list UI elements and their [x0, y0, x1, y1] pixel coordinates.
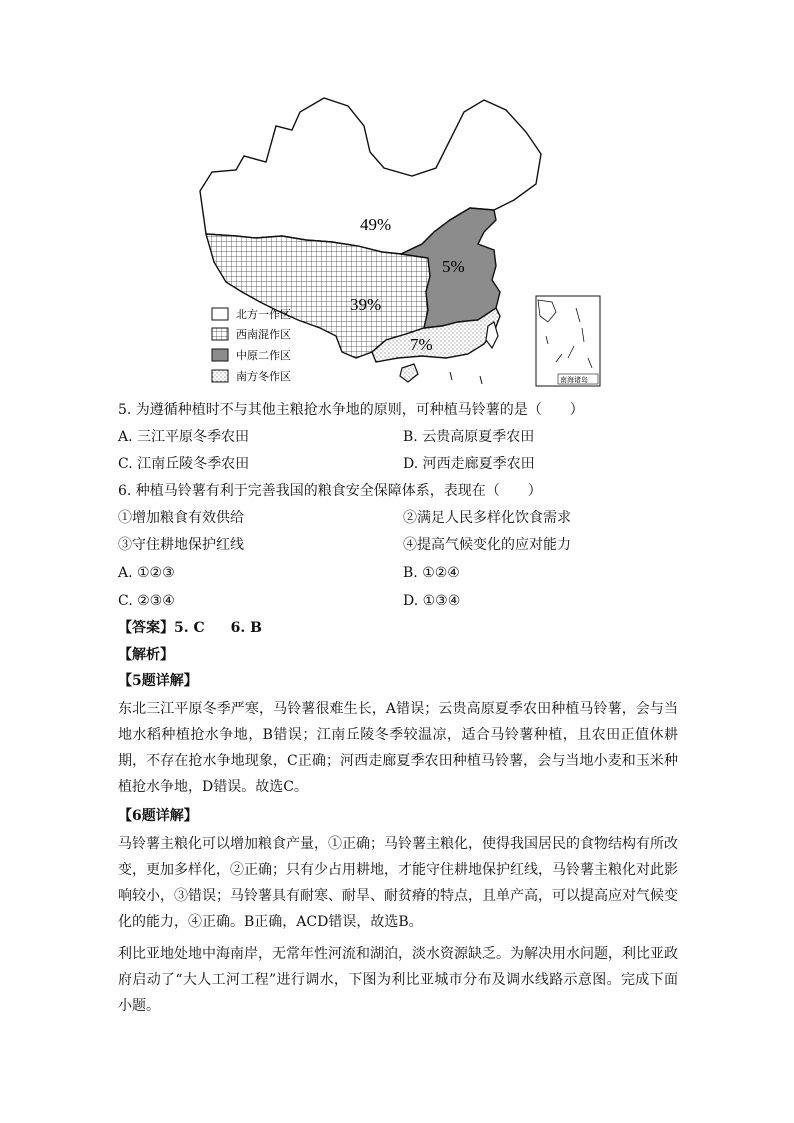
- q6-option-b: B. ①②④: [403, 565, 460, 581]
- answer-5: 5. C: [174, 620, 205, 636]
- legend-label-south: 南方冬作区: [236, 370, 291, 383]
- china-potato-region-map: [196, 96, 612, 390]
- q6-statement-4: ④提高气候变化的应对能力: [403, 537, 571, 553]
- q6-statement-3: ③守住耕地保护红线: [118, 537, 244, 553]
- q5-stem: 5. 为遵循种植时不与其他主粮抢水争地的原则，可种植马铃薯的是（ ）: [118, 402, 584, 418]
- detail6-heading: 【6题详解】: [118, 808, 198, 824]
- label-south: 7%: [410, 335, 433, 354]
- answer-line: [118, 618, 262, 638]
- hainan-island: [400, 364, 418, 382]
- q6-statement-2: ②满足人民多样化饮食需求: [403, 510, 571, 526]
- analysis-heading: 【解析】: [118, 647, 174, 663]
- legend-label-southwest: 西南混作区: [236, 328, 291, 341]
- inset-label: 南海诸岛: [560, 376, 588, 384]
- q6-option-c: C. ②③④: [118, 593, 175, 609]
- q5-option-a: A. 三江平原冬季农田: [118, 429, 250, 445]
- q6-stem: 6. 种植马铃薯有利于完善我国的粮食安全保障体系，表现在（ ）: [118, 483, 542, 499]
- q5-option-c: C. 江南丘陵冬季农田: [118, 456, 250, 472]
- q6-option-a: A. ①②③: [118, 565, 175, 581]
- legend-label-north: 北方一作区: [236, 308, 291, 321]
- intro-text: 利比亚地处地中海南岸，无常年性河流和湖泊，淡水资源缺乏。为解决用水问题，利比亚政府启动了“大人工河工程”进行调水，下图为利比亚城市分布及调水线路示意图。完成下面小题。: [118, 946, 678, 1014]
- detail5-heading: 【5题详解】: [118, 673, 198, 689]
- detail6-text: 马铃薯主粮化可以增加粮食产量，①正确；马铃薯主粮化，使得我国居民的食物结构有所改变，更加多样化，②正确；只有少占用耕地，才能守住耕地保护红线，马铃薯主粮化对此影响较小，③错误；马铃薯具有耐寒、耐旱、耐贫瘠的特点，且单产高，可以提高应对气候变化的能力，④正确。B正确，ACD错误，故选B。: [118, 836, 678, 930]
- answer-6: 6. B: [230, 620, 262, 636]
- q6-option-d: D. ①③④: [403, 593, 461, 609]
- map-legend: [212, 307, 291, 383]
- label-southwest: 39%: [350, 295, 382, 314]
- label-north: 49%: [360, 215, 392, 234]
- detail5-text: 东北三江平原冬季严寒，马铃薯很难生长，A错误；云贵高原夏季农田种植马铃薯，会与当地水稻种植抢水争地，B错误；江南丘陵冬季较温凉，适合马铃薯种植，且农田正值休耕期，不存在抢水争地现象，C正确；河西走廊夏季农田种植马铃薯，会与当地小麦和玉米种植抢水争地，D错误。故选C。: [118, 701, 678, 795]
- q5-option-d: D. 河西走廊夏季农田: [403, 456, 535, 472]
- q5-option-b: B. 云贵高原夏季农田: [403, 429, 535, 445]
- legend-label-central: 中原二作区: [236, 349, 291, 362]
- label-central: 5%: [442, 257, 465, 276]
- south-china-sea-inset: [536, 296, 600, 386]
- q6-statement-1: ①增加粮食有效供给: [118, 510, 244, 526]
- answer-label: 【答案】: [118, 620, 174, 636]
